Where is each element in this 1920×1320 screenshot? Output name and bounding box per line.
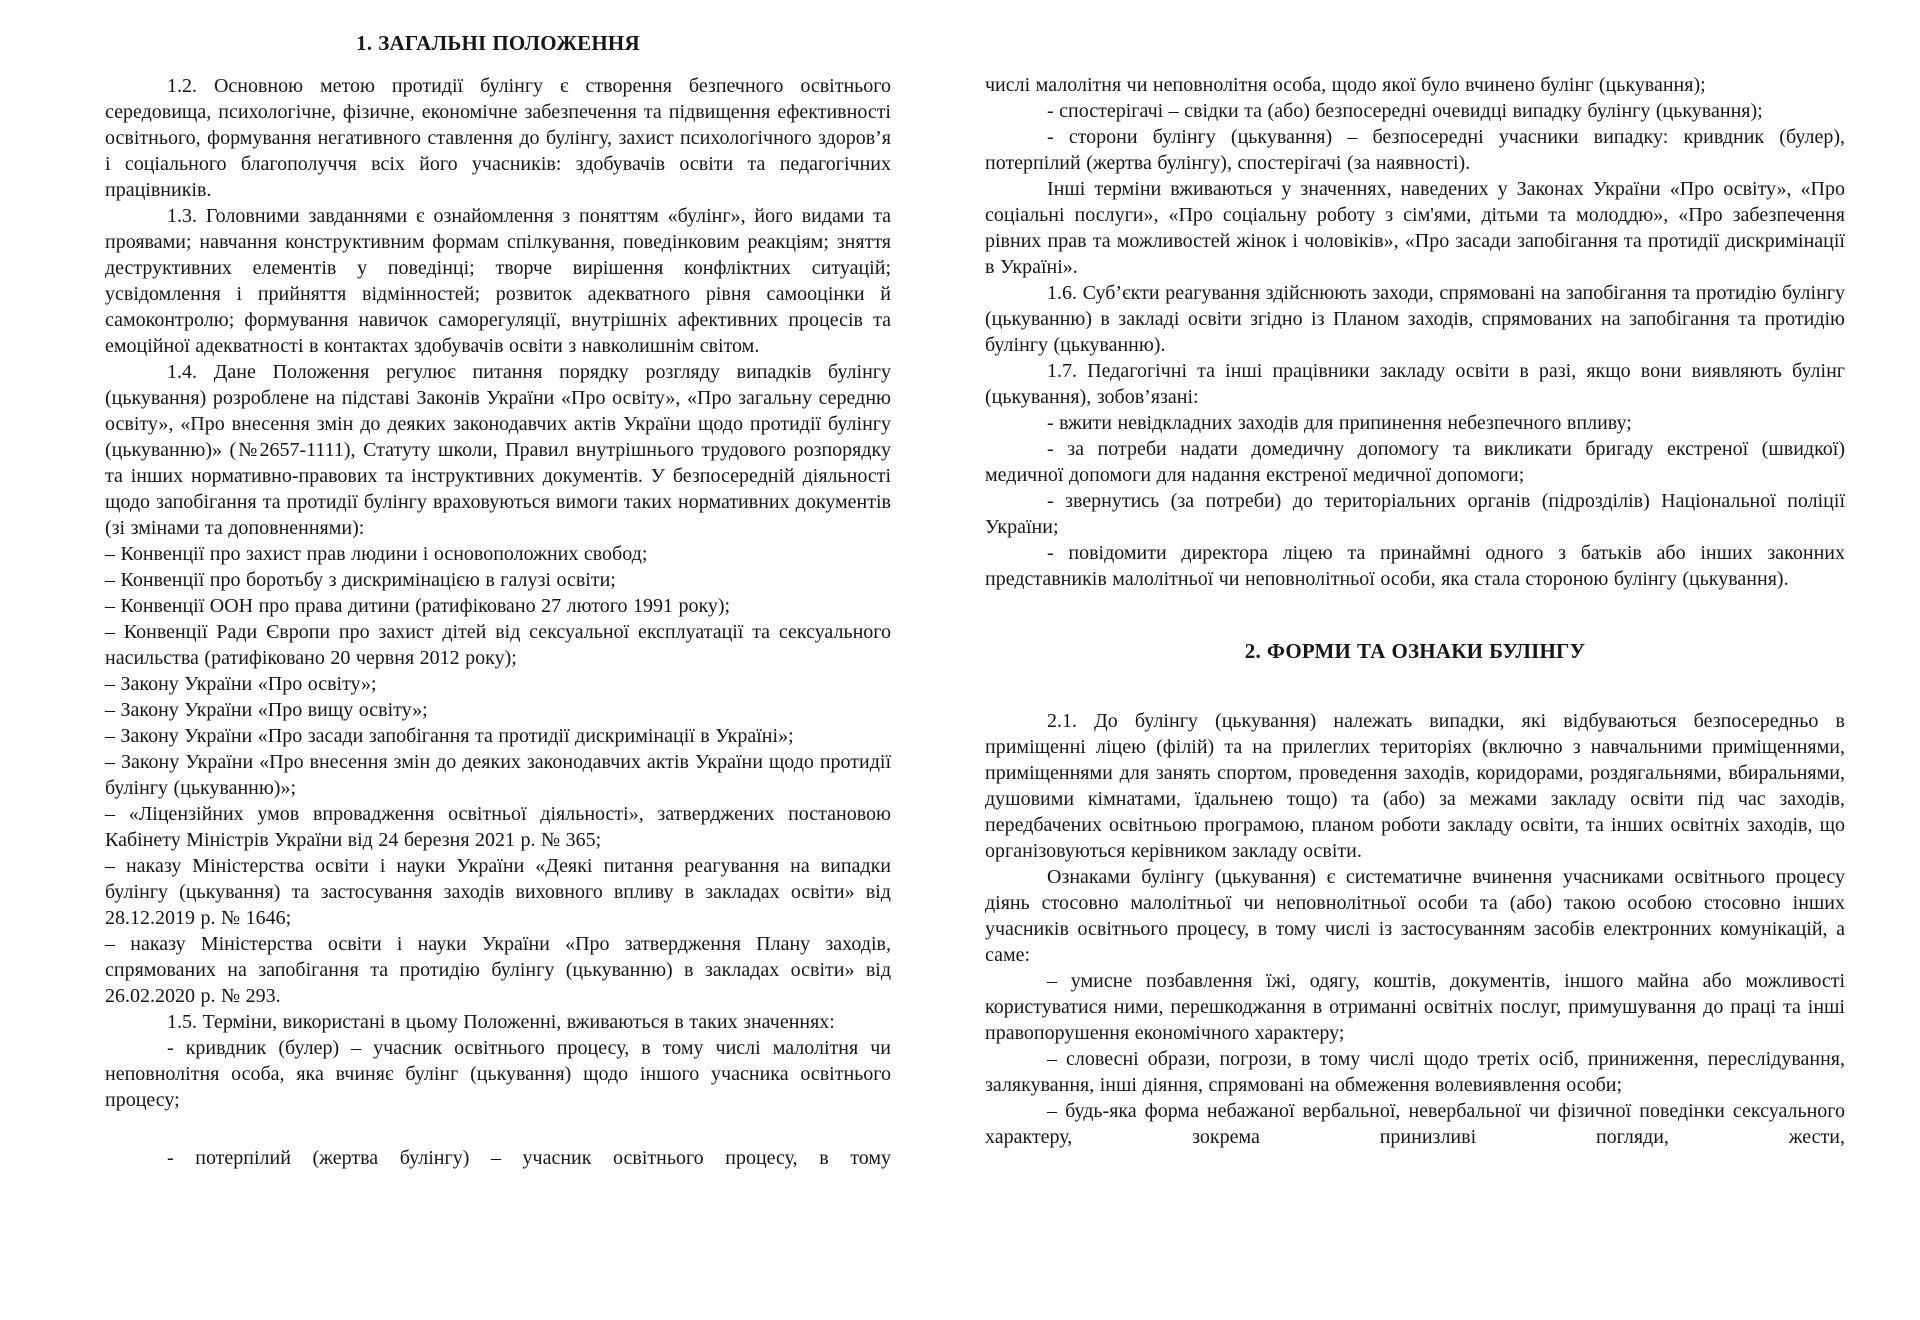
list-item: – Конвенції про захист прав людини і основоположних свобод; (105, 543, 648, 565)
paragraph: числі малолітня чи неповнолітня особа, щодо якої було вчинено булінг (цькування); (985, 74, 1706, 96)
list-item: – Закону України «Про засади запобігання та протидії дискримінації в Україні»; (105, 725, 794, 747)
paragraph: - кривдник (булер) – учасник освітнього процесу, в тому числі малолітня чи неповнолітня особа, яка вчиняє булінг (цькування) щодо іншого учасника освітнього процесу; (105, 1037, 891, 1111)
paragraph: – будь-яка форма небажаної вербальної, невербальної чи фізичної поведінки сексуального характеру, зокрема принизливі погляди, жести, (985, 1100, 1845, 1148)
list-item: – наказу Міністерства освіти і науки України «Про затвердження Плану заходів, спрямованих на запобігання та протидію булінгу (цькуванню) в закладах освіти» від 26.02.2020 р. № 293. (105, 933, 891, 1007)
list-item: – Конвенції ООН про права дитини (ратифіковано 27 лютого 1991 року); (105, 595, 731, 617)
document-left-column (105, 30, 891, 1171)
paragraph: 1.5. Терміни, використані в цьому Положенні, вживаються в таких значеннях: (167, 1011, 835, 1033)
list-item: – наказу Міністерства освіти і науки України «Деякі питання реагування на випадки булінгу (цькування) та застосування заходів виховного впливу в закладах освіти» від 28.12.2019 р. № 1646; (105, 855, 891, 929)
paragraph: - звернутись (за потреби) до територіальних органів (підрозділів) Національної поліції України; (985, 490, 1845, 538)
paragraph: – умисне позбавлення їжі, одягу, коштів, документів, іншого майна або можливості користуватися ними, перешкоджання в отриманні освітніх послуг, примушування до праці та інші правопорушення економічного характеру; (985, 970, 1845, 1044)
paragraph: 1.6. Суб’єкти реагування здійснюють заходи, спрямовані на запобігання та протидію булінгу (цькуванню) в закладі освіти згідно із Планом заходів, спрямованих на запобігання та протидію булінгу (цькуванню). (985, 282, 1845, 356)
section-heading: 2. ФОРМИ ТА ОЗНАКИ БУЛІНГУ (1244, 639, 1586, 663)
list-item: – Конвенції про боротьбу з дискримінацією в галузі освіти; (105, 569, 616, 591)
paragraph: - потерпілий (жертва булінгу) – учасник освітнього процесу, в тому (167, 1147, 891, 1169)
paragraph: 1.4. Дане Положення регулює питання порядку розгляду випадків булінгу (цькування) розроблене на підставі Законів України «Про освіту», «Про загальну середню освіту», «Про внесення змін до деяких законодавчих актів України щодо протидії булінгу (цькуванню)» (№2657-1111), Статуту школи, Правил внутрішнього трудового розпорядку та інших нормативно-правових та інструктивних документів. У безпосередній діяльності щодо запобігання та протидії булінгу враховуються вимоги таких нормативних документів (зі змінами та доповненнями): (105, 361, 891, 539)
list-item: – Закону України «Про вищу освіту»; (105, 699, 428, 721)
list-item: – Конвенції Ради Європи про захист дітей від сексуальної експлуатації та сексуального насильства (ратифіковано 20 червня 2012 року); (105, 621, 891, 669)
paragraph: 2.1. До булінгу (цькування) належать випадки, які відбуваються безпосередньо в приміщенні ліцею (філій) та на прилеглих територіях (включно з навчальними приміщеннями, приміщеннями для занять спортом, проведення заходів, коридорами, роздягальнями, вбиральнями, душовими кімнатами, їдальнею тощо) та (або) за межами закладу освіти під час заходів, передбачених освітньою програмою, планом роботи закладу освіти, та інших освітніх заходів, що організовуються керівником закладу освіти. (985, 710, 1845, 862)
paragraph: Інші терміни вживаються у значеннях, наведених у Законах України «Про освіту», «Про соціальні послуги», «Про соціальну роботу з сім'ями, дітьми та молоддю», «Про забезпечення рівних прав та можливостей жінок і чоловіків», «Про засади запобігання та протидії дискримінації в Україні». (985, 178, 1845, 278)
paragraph: - повідомити директора ліцею та принаймні одного з батьків або інших законних представників малолітньої чи неповнолітньої особи, яка стала стороною булінгу (цькування). (985, 542, 1845, 590)
document-right-column (985, 72, 1845, 1150)
paragraph: - спостерігачі – свідки та (або) безпосередні очевидці випадку булінгу (цькування); (1047, 100, 1763, 122)
paragraph: 1.7. Педагогічні та інші працівники закладу освіти в разі, якщо вони виявляють булінг (цькування), зобов’язані: (985, 360, 1845, 408)
list-item: – Закону України «Про освіту»; (105, 673, 377, 695)
paragraph: - за потреби надати домедичну допомогу та викликати бригаду екстреної (швидкої) медичної допомоги для надання екстреної медичної допомоги; (985, 438, 1845, 486)
paragraph: 1.2. Основною метою протидії булінгу є створення безпечного освітнього середовища, психологічне, фізичне, економічне забезпечення та підвищення ефективності освітнього, формування негативного ставлення до булінгу, захист психологічного здоров’я і соціального благополуччя всіх його учасників: здобувачів освіти та педагогічних працівників. (105, 75, 891, 201)
list-item: – Закону України «Про внесення змін до деяких законодавчих актів України щодо протидії булінгу (цькуванню)»; (105, 751, 891, 799)
section-heading: 1. ЗАГАЛЬНІ ПОЛОЖЕННЯ (356, 31, 640, 55)
paragraph: - вжити невідкладних заходів для припинення небезпечного впливу; (1047, 412, 1632, 434)
paragraph: – словесні образи, погрози, в тому числі щодо третіх осіб, приниження, переслідування, залякування, інші діяння, спрямовані на обмеження волевиявлення особи; (985, 1048, 1845, 1096)
paragraph: 1.3. Головними завданнями є ознайомлення з поняттям «булінг», його видами та проявами; навчання конструктивним формам спілкування, поведінковим реакціям; зняття деструктивних елементів у поведінці; творче вирішення конфліктних ситуацій; усвідомлення і прийняття відмінностей; розвиток адекватного рівня самооцінки й самоконтролю; формування навичок саморегуляції, внутрішніх афективних процесів та емоційної адекватності в контактах здобувачів освіти з навколишнім світом. (105, 205, 891, 357)
list-item: – «Ліцензійних умов впровадження освітньої діяльності», затверджених постановою Кабінету Міністрів України від 24 березня 2021 р. № 365; (105, 803, 891, 851)
paragraph: - сторони булінгу (цькування) – безпосередні учасники випадку: кривдник (булер), потерпілий (жертва булінгу), спостерігачі (за наявності). (985, 126, 1845, 174)
paragraph: Ознаками булінгу (цькування) є систематичне вчинення учасниками освітнього процесу діянь стосовно малолітньої чи неповнолітньої особи та (або) такою особою стосовно інших учасників освітнього процесу, в тому числі із застосуванням засобів електронних комунікацій, а саме: (985, 866, 1845, 966)
